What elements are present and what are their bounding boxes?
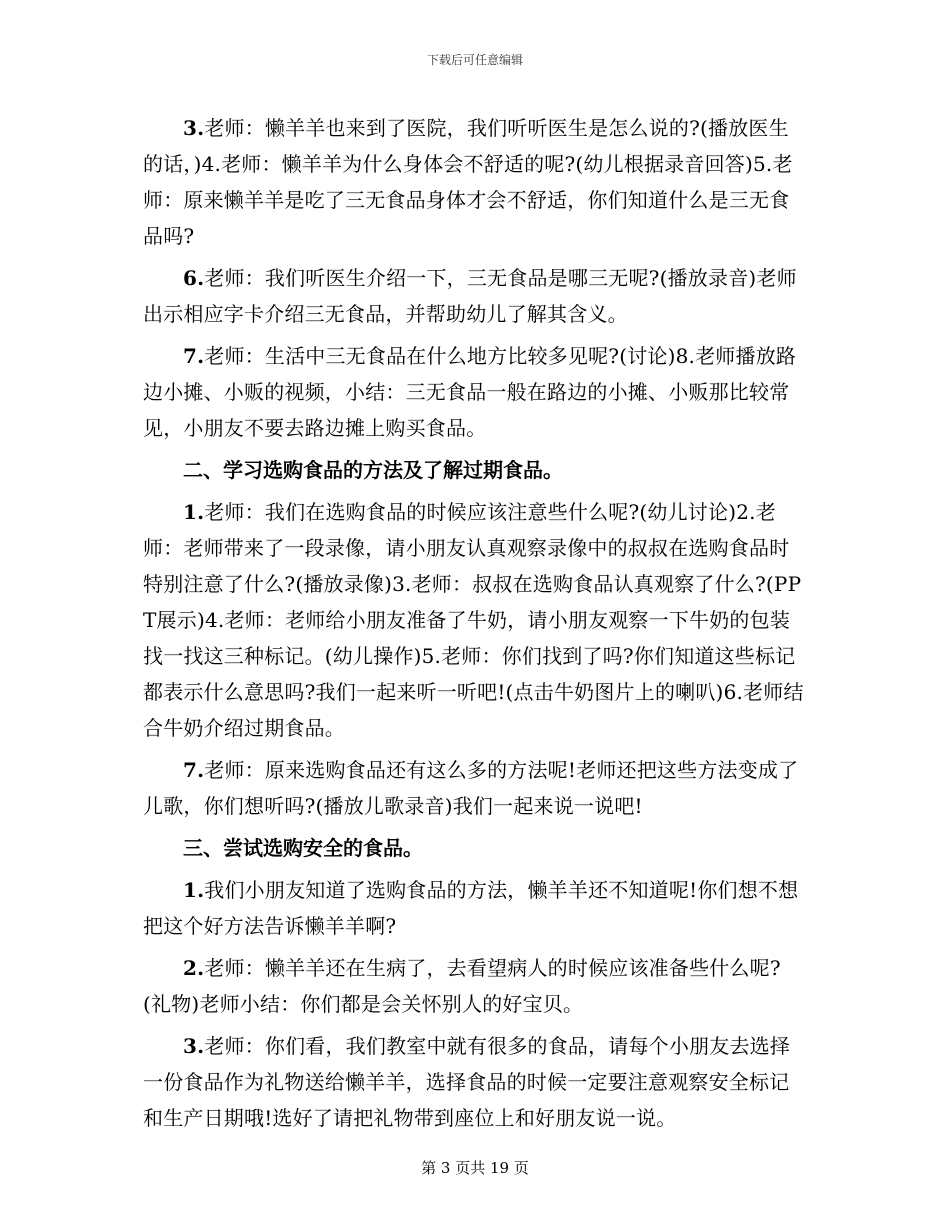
section-heading-3: 三、尝试选购安全的食品。 xyxy=(183,836,423,860)
paragraph-text: 老师：懒羊羊还在生病了，去看望病人的时候应该准备些什么呢?(礼物)老师小结：你们都是会关怀别人的好宝贝。 xyxy=(143,956,781,1016)
paragraph-3b xyxy=(143,1028,808,1136)
item-number: 7. xyxy=(183,758,205,782)
paragraph-7b xyxy=(143,752,808,824)
item-number: 3. xyxy=(183,116,205,140)
item-number: 3. xyxy=(183,1034,205,1058)
paragraph-text: 我们小朋友知道了选购食品的方法，懒羊羊还不知道呢!你们想不想把这个好方法告诉懒羊羊啊? xyxy=(143,878,799,938)
paragraph-2 xyxy=(143,950,808,1022)
document-body xyxy=(143,110,808,1136)
section-heading-2: 二、学习选购食品的方法及了解过期食品。 xyxy=(183,458,563,482)
paragraph-text: 老师：我们听医生介绍一下，三无食品是哪三无呢?(播放录音)老师出示相应字卡介绍三无食品，并帮助幼儿了解其含义。 xyxy=(143,266,797,326)
item-number: 1. xyxy=(183,500,205,524)
paragraph-3 xyxy=(143,110,808,254)
item-number: 6. xyxy=(183,266,205,290)
paragraph-1b xyxy=(143,872,808,944)
paragraph-1 xyxy=(143,494,808,746)
item-number: 2. xyxy=(183,956,205,980)
paragraph-text: 老师：你们看，我们教室中就有很多的食品，请每个小朋友去选择一份食品作为礼物送给懒羊羊，选择食品的时候一定要注意观察安全标记和生产日期哦!选好了请把礼物带到座位上和好朋友说一说。 xyxy=(143,1034,791,1130)
paragraph-7 xyxy=(143,338,808,446)
paragraph-text: 老师：原来选购食品还有这么多的方法呢!老师还把这些方法变成了儿歌，你们想听吗?(播放儿歌录音)我们一起来说一说吧! xyxy=(143,758,799,818)
item-number: 1. xyxy=(183,878,205,902)
item-number: 7. xyxy=(183,344,205,368)
page-header: 下载后可任意编辑 xyxy=(426,53,523,67)
paragraph-text: 老师：生活中三无食品在什么地方比较多见呢?(讨论)8.老师播放路边小摊、小贩的视频，小结：三无食品一般在路边的小摊、小贩那比较常见，小朋友不要去路边摊上购买食品。 xyxy=(143,344,797,440)
page-footer: 第 3 页共 19 页 xyxy=(421,1159,529,1177)
paragraph-6 xyxy=(143,260,808,332)
paragraph-text: 老师：懒羊羊也来到了医院，我们听听医生是怎么说的?(播放医生的话，)4.老师：懒羊羊为什么身体会不舒适的呢?(幼儿根据录音回答)5.老师：原来懒羊羊是吃了三无食品身体才会不舒适，你们知道什么是三无食品吗? xyxy=(143,116,793,248)
paragraph-text: 老师：我们在选购食品的时候应该注意些什么呢?(幼儿讨论)2.老师：老师带来了一段录像，请小朋友认真观察录像中的叔叔在选购食品时特别注意了什么?(播放录像)3.老师：叔叔在选购食品认真观察了什么?(PPT展示)4.老师：老师给小朋友准备了牛奶，请小朋友观察一下牛奶的包装找一找这三种标记。(幼儿操作)5.老师：你们找到了吗?你们知道这些标记都表示什么意思吗?我们一起来听一听吧!(点击牛奶图片上的喇叭)6.老师结合牛奶介绍过期食品。 xyxy=(143,500,804,740)
